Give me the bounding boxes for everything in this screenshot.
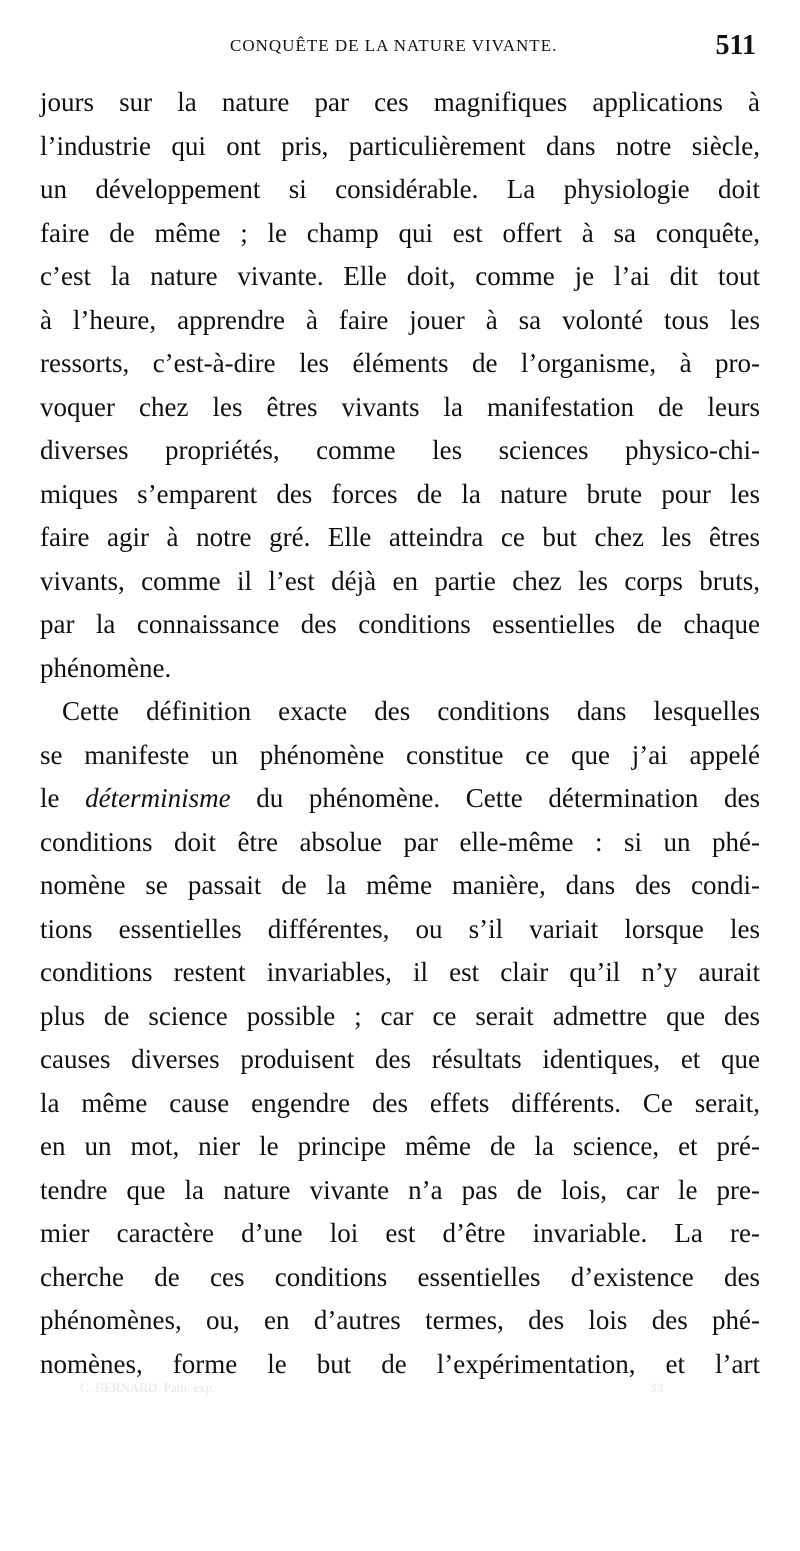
text-line <box>40 864 760 908</box>
page-number: 511 <box>715 30 756 61</box>
italic-term: déterminisme <box>85 783 231 813</box>
text-line <box>40 560 760 604</box>
text-line-segment: conditions doit être absolue par elle-même : si un phé- <box>40 826 760 857</box>
page-header <box>40 30 760 66</box>
text-line-segment: phénomène. <box>40 652 172 683</box>
text-line-segment: Cette définition exacte des conditions dans lesquelles <box>62 696 760 726</box>
text-line-segment: tendre que la nature vivante n’a pas de lois, car le pre- <box>40 1174 760 1205</box>
show-through-footer-right: 33 <box>650 1380 663 1395</box>
text-line <box>40 908 760 952</box>
text-line <box>40 951 760 995</box>
text-line-segment: miques s’emparent des forces de la nature brute pour les <box>40 478 760 509</box>
text-line-segment: en un mot, nier le principe même de la science, et pré- <box>40 1131 760 1161</box>
text-line-segment: faire agir à notre gré. Elle atteindra ce but chez les êtres <box>40 522 760 552</box>
text-line-segment: plus de science possible ; car ce serait admettre que des <box>40 1000 760 1031</box>
text-line <box>40 342 760 386</box>
text-line <box>40 125 760 169</box>
show-through-footer-left: C. BERNARD. Path. exp. <box>80 1380 216 1395</box>
show-through-footer <box>80 1380 700 1400</box>
text-line <box>40 1256 760 1300</box>
text-line-segment: voquer chez les êtres vivants la manifestation de leurs <box>40 391 760 422</box>
text-line-segment: se manifeste un phénomène constitue ce que j’ai appelé <box>40 739 760 770</box>
text-line <box>40 429 760 473</box>
text-line-segment: ressorts, c’est-à-dire les éléments de l’organisme, à pro- <box>40 348 760 378</box>
text-line-segment: un développement si considérable. La physiologie doit <box>40 174 760 204</box>
text-line <box>40 603 760 647</box>
text-line <box>40 1038 760 1082</box>
text-line <box>40 821 760 865</box>
text-line <box>40 1169 760 1213</box>
text-line-segment: nomènes, forme le but de l’expérimentation, et l’art <box>40 1348 760 1379</box>
text-line-segment: le <box>40 783 86 813</box>
text-line <box>40 473 760 517</box>
text-line <box>40 81 760 125</box>
text-line-segment: par la connaissance des conditions essentielles de chaque <box>40 609 760 639</box>
text-line-segment: faire de même ; le champ qui est offert à sa conquête, <box>40 217 760 248</box>
text-line-segment: diverses propriétés, comme les sciences physico-chi- <box>40 435 760 465</box>
text-line-segment: jours sur la nature par ces magnifiques applications à <box>40 87 760 117</box>
text-line-segment: nomène se passait de la même manière, dans des condi- <box>40 870 760 900</box>
text-line <box>40 299 760 343</box>
text-line <box>40 690 760 734</box>
text-line-segment: tions essentielles différentes, ou s’il variait lorsque les <box>40 913 760 944</box>
text-line <box>40 1212 760 1256</box>
text-line-segment: mier caractère d’une loi est d’être invariable. La re- <box>40 1218 760 1248</box>
text-line <box>40 168 760 212</box>
text-line-segment: c’est la nature vivante. Elle doit, comme je l’ai dit tout <box>40 261 760 291</box>
text-line <box>40 1082 760 1126</box>
text-line <box>40 647 760 691</box>
text-line-segment: à l’heure, apprendre à faire jouer à sa volonté tous les <box>40 304 760 335</box>
text-line-segment: la même cause engendre des effets différents. Ce serait, <box>40 1087 760 1118</box>
text-line <box>40 777 760 821</box>
text-line <box>40 255 760 299</box>
body-text <box>40 81 760 1386</box>
text-line <box>40 734 760 778</box>
text-line <box>40 212 760 256</box>
running-head: CONQUÊTE DE LA NATURE VIVANTE. <box>230 36 558 55</box>
text-line <box>40 386 760 430</box>
text-line-segment: phénomènes, ou, en d’autres termes, des lois des phé- <box>40 1305 760 1335</box>
text-line <box>40 1299 760 1343</box>
text-line-segment: l’industrie qui ont pris, particulièrement dans notre siècle, <box>40 130 760 161</box>
text-line-segment: cherche de ces conditions essentielles d’existence des <box>40 1261 760 1292</box>
text-line-segment: causes diverses produisent des résultats identiques, et que <box>40 1044 760 1074</box>
text-line <box>40 516 760 560</box>
text-line-segment: du phénomène. Cette détermination des <box>230 783 760 813</box>
text-line <box>40 1125 760 1169</box>
text-line-segment: vivants, comme il l’est déjà en partie chez les corps bruts, <box>40 565 760 596</box>
text-line-segment: conditions restent invariables, il est clair qu’il n’y aurait <box>40 957 760 987</box>
text-line <box>40 995 760 1039</box>
